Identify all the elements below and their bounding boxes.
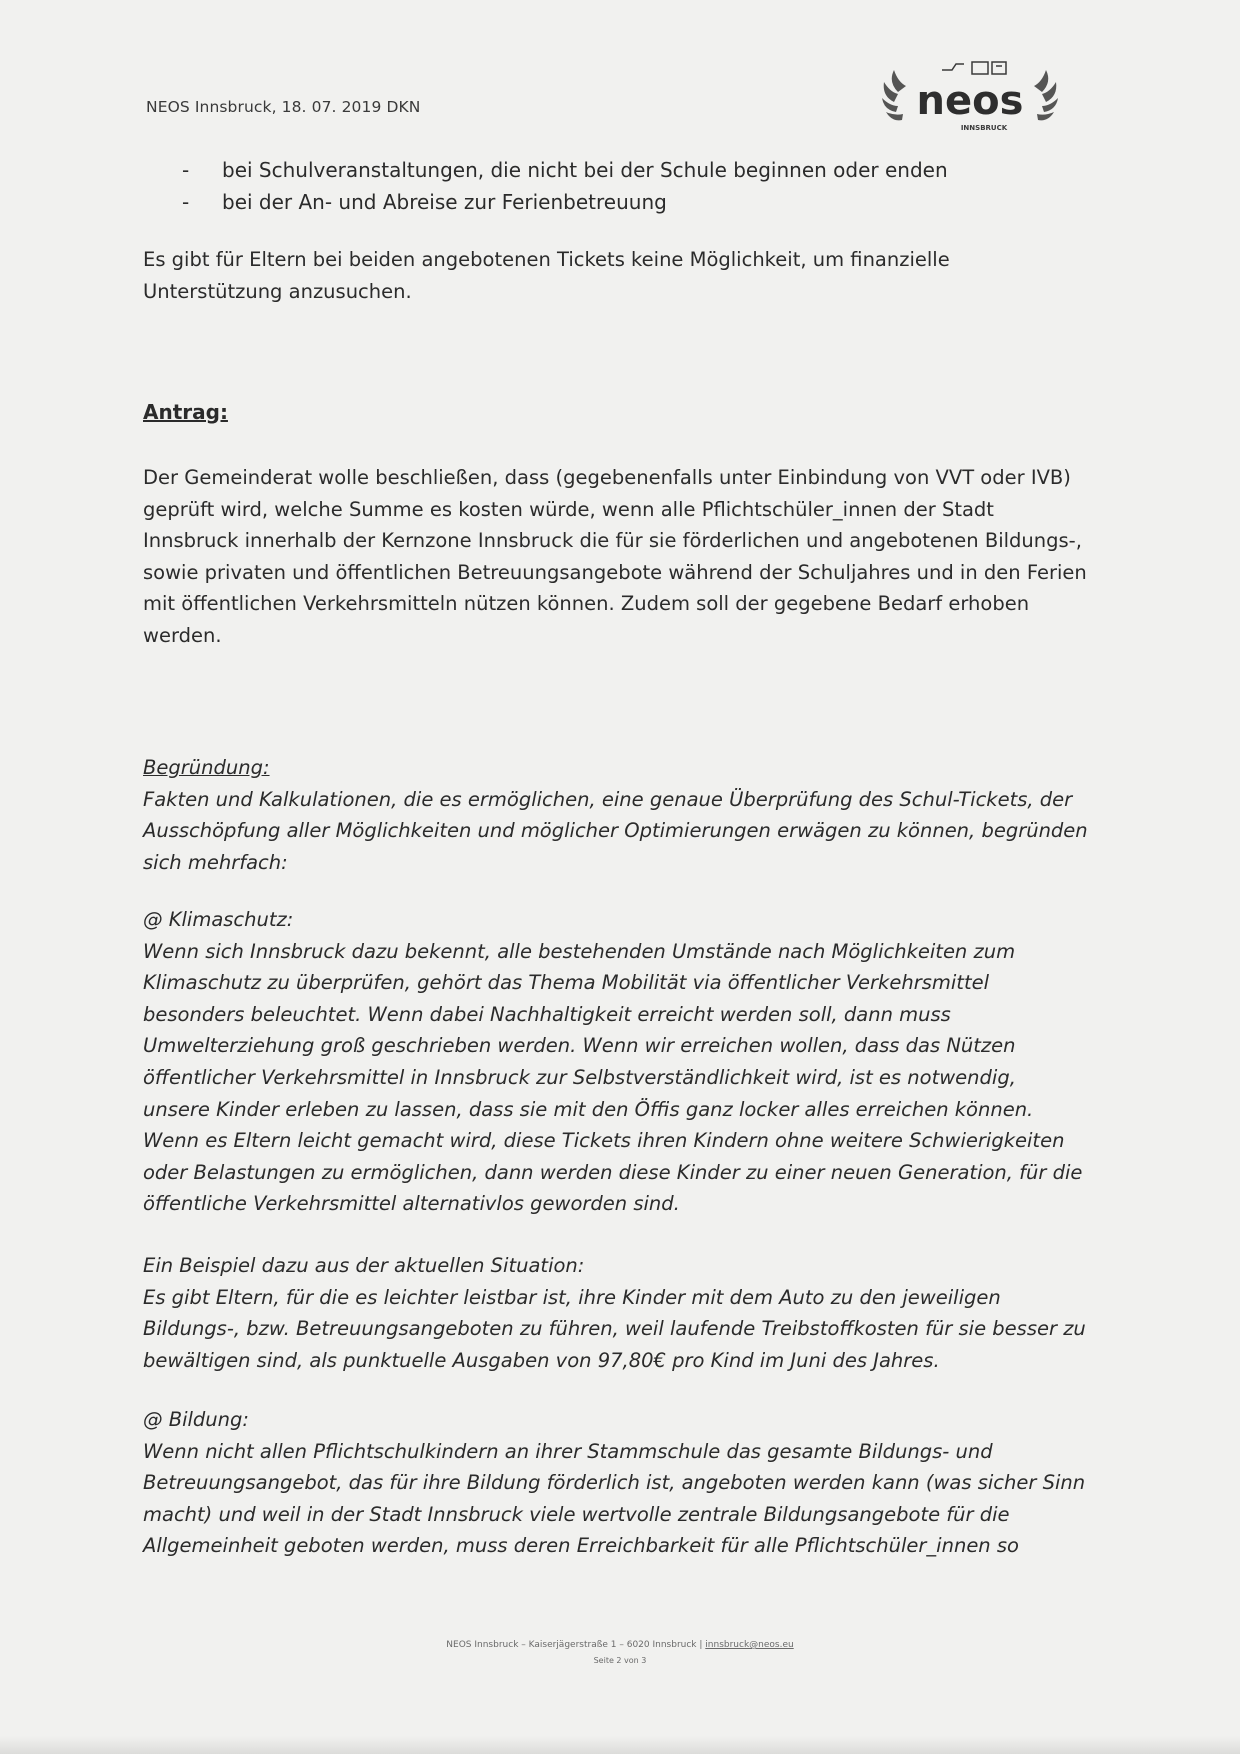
footer-page-number: Seite 2 von 3 [593, 1656, 647, 1665]
antrag-heading: Antrag: [143, 400, 228, 424]
bildung-heading: @ Bildung: [143, 1408, 249, 1431]
footer-address-text: NEOS Innsbruck – Kaiserjägerstraße 1 – 6020 Innsbruck | [446, 1640, 706, 1650]
neos-logo [880, 48, 1060, 138]
dash-bullet-icon: - [182, 158, 190, 182]
bullet-item [182, 154, 948, 186]
klimaschutz-section [143, 904, 1088, 1220]
klimaschutz-text: Wenn sich Innsbruck dazu bekennt, alle bestehenden Umstände nach Möglichkeiten zum Klimaschutz zu überprüfen, gehört das Thema Mobilität via öffentlicher Verkehrsmittel besonders beleuchtet. Wenn dabei Nachhaltigkeit erreicht werden soll, dann muss Umwelterziehung groß geschrieben werden. Wenn wir erreichen wollen, dass das Nützen öffentlicher Verkehrsmittel in Innsbruck zur Selbstverständlichkeit wird, ist es notwendig, unsere Kinder erleben zu lassen, dass sie mit den Öffis ganz locker alles erreichen können. Wenn es Eltern leicht gemacht wird, diese Tickets ihren Kindern ohne weitere Schwierigkeiten oder Belastungen zu ermöglichen, dann werden diese Kinder zu einer neuen Generation, für die öffentliche Verkehrsmittel alternativlos geworden sind. [143, 939, 1083, 1216]
beispiel-text: Es gibt Eltern, für die es leichter leistbar ist, ihre Kinder mit dem Auto zu den jeweiligen Bildungs-, bzw. Betreuungsangeboten zu führen, weil laufende Treibstoffkosten für sie besser zu bewältigen sind, als punktuelle Ausgaben von 97,80€ pro Kind im Juni des Jahres. [143, 1285, 1086, 1372]
bullet-item [182, 186, 948, 218]
beispiel-heading: Ein Beispiel dazu aus der aktuellen Situation: [143, 1254, 585, 1277]
bildung-text: Wenn nicht allen Pflichtschulkindern an ihrer Stammschule das gesamte Bildungs- und Betreuungsangebot, das für ihre Bildung förderlich ist, angeboten werden kann (was sicher Sinn macht) und weil in der Stadt Innsbruck viele wertvolle zentrale Bildungsangebote für die Allgemeinheit geboten werden, muss deren Erreichbarkeit für alle Pflichtschüler_innen so [143, 1439, 1086, 1558]
begruendung-heading: Begründung: [143, 756, 270, 779]
begruendung-text: Fakten und Kalkulationen, die es ermöglichen, eine genaue Überprüfung des Schul-Tickets, der Ausschöpfung aller Möglichkeiten und möglicher Optimierungen erwägen zu können, begründen sich mehrfach: [143, 787, 1088, 874]
bildung-section [143, 1404, 1088, 1562]
bullet-list [182, 154, 948, 218]
logo-wordmark: neos [916, 78, 1024, 124]
footer-email-link[interactable]: innsbruck@neos.eu [705, 1640, 794, 1650]
logo-subtext: INNSBRUCK [960, 124, 1008, 132]
begruendung-section [143, 752, 1088, 878]
document-header: NEOS Innsbruck, 18. 07. 2019 DKN [146, 98, 421, 116]
antrag-text: Der Gemeinderat wolle beschließen, dass (gegebenenfalls unter Einbindung von VVT oder IVB) geprüft wird, welche Summe es kosten würde, wenn alle Pflichtschüler_innen der Stadt Innsbruck innerhalb der Kernzone Innsbruck die für sie förderlichen und angebotenen Bildungs-, sowie privaten und öffentlichen Betreuungsangebote während der Schuljahres und in den Ferien mit öffentlichen Verkehrsmitteln nützen können. Zudem soll der gegebene Bedarf erhoben werden. [143, 466, 1087, 647]
footer-address [0, 1640, 1240, 1650]
intro-paragraph: Es gibt für Eltern bei beiden angebotenen Tickets keine Möglichkeit, um finanzielle Unterstützung anzusuchen. [143, 248, 950, 303]
scan-edge [0, 1736, 1240, 1754]
bullet-text: bei Schulveranstaltungen, die nicht bei der Schule beginnen oder enden [222, 158, 948, 182]
bullet-text: bei der An- und Abreise zur Ferienbetreuung [222, 190, 667, 214]
neos-logo-graphic [880, 48, 1060, 138]
beispiel-section [143, 1250, 1088, 1376]
dash-bullet-icon: - [182, 190, 190, 214]
klimaschutz-heading: @ Klimaschutz: [143, 908, 294, 931]
